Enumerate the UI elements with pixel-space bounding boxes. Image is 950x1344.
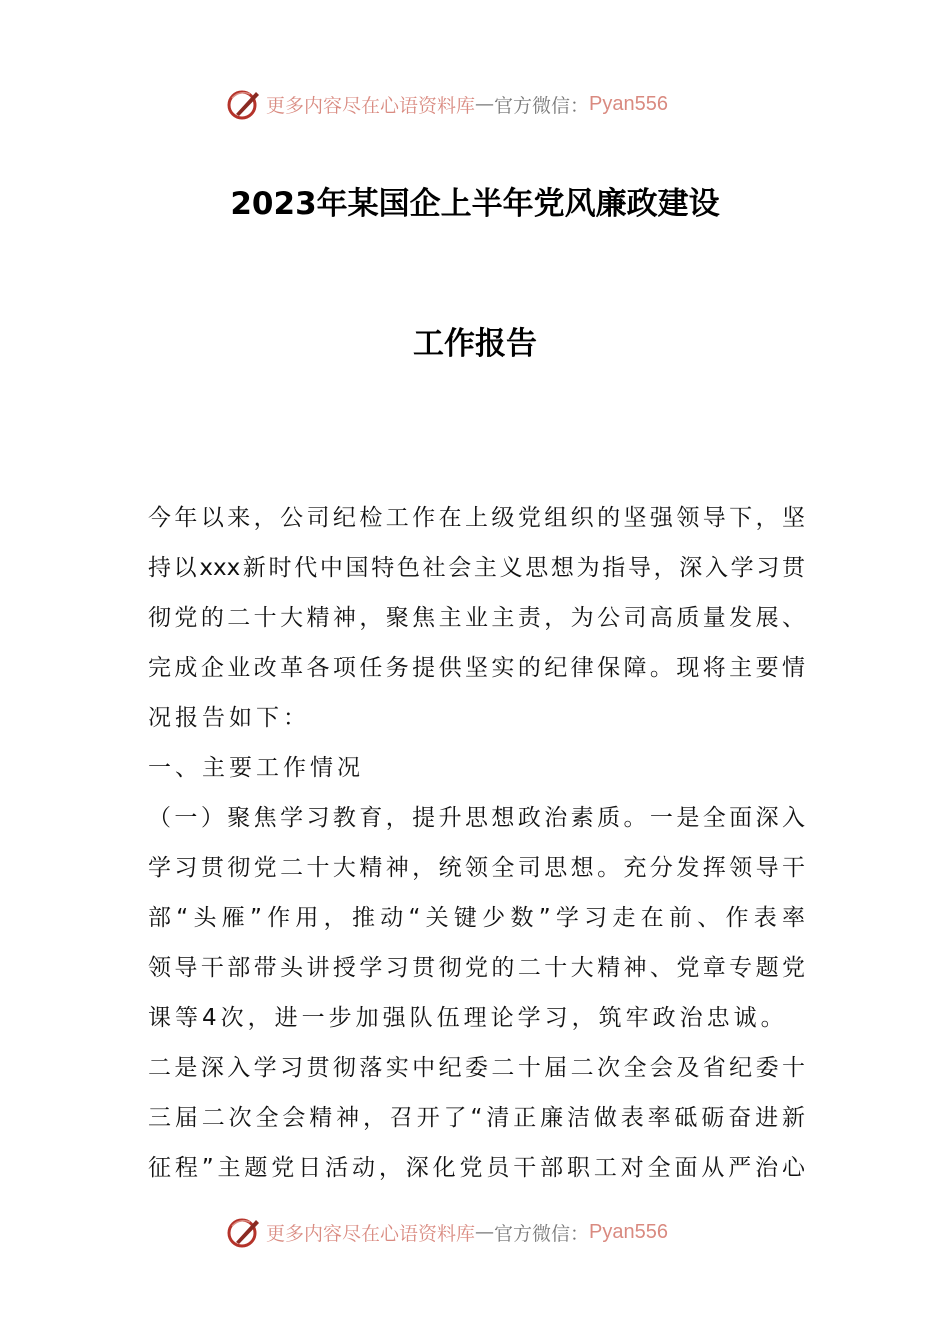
body-line: 一、主要工作情况 [148, 755, 364, 781]
body-line: 三届二次全会精神，召开了“清正廉洁做表率砥砺奋进新 [148, 1105, 805, 1131]
watermark-site: 更多内容尽在心语资料库 [266, 94, 476, 117]
document-title-line2: 工作报告 [413, 326, 537, 362]
body-line: 二是深入学习贯彻落实中纪委二十届二次全会及省纪委十 [148, 1055, 805, 1081]
body-line: 今年以来，公司纪检工作在上级党组织的坚强领导下，坚 [148, 505, 805, 531]
body-line: 领导干部带头讲授学习贯彻党的二十大精神、党章专题党 [148, 955, 805, 981]
body-line: 征程”主题党日活动，深化党员干部职工对全面从严治心 [148, 1155, 805, 1181]
watermark-wechat-id: Pyan556 [589, 1220, 668, 1243]
pen-logo-icon [226, 86, 262, 122]
pen-logo-icon [226, 1214, 262, 1250]
body-line: 况报告如下： [148, 705, 310, 731]
body-line: 持以xxx新时代中国特色社会主义思想为指导，深入学习贯 [148, 555, 805, 581]
document-title-line1: 2023年某国企上半年党风廉政建设 [230, 186, 720, 222]
watermark-separator: — [475, 1221, 495, 1243]
body-line: 学习贯彻党二十大精神，统领全司思想。充分发挥领导干 [148, 855, 805, 881]
body-line: 部“头雁”作用，推动“关键少数”学习走在前、作表率 [148, 905, 805, 931]
header-watermark [226, 86, 726, 122]
watermark-separator: — [475, 93, 495, 115]
footer-watermark [226, 1214, 726, 1250]
body-line: （一）聚焦学习教育，提升思想政治素质。一是全面深入 [148, 805, 805, 831]
body-line: 彻党的二十大精神，聚焦主业主责，为公司高质量发展、 [148, 605, 805, 631]
watermark-site: 更多内容尽在心语资料库 [266, 1222, 476, 1245]
watermark-wechat-label: 官方微信： [494, 1222, 590, 1245]
body-line: 课等4次，进一步加强队伍理论学习，筑牢政治忠诚。 [148, 1005, 788, 1031]
watermark-wechat-id: Pyan556 [589, 92, 668, 115]
watermark-wechat-label: 官方微信： [494, 94, 590, 117]
body-line: 完成企业改革各项任务提供坚实的纪律保障。现将主要情 [148, 655, 805, 681]
